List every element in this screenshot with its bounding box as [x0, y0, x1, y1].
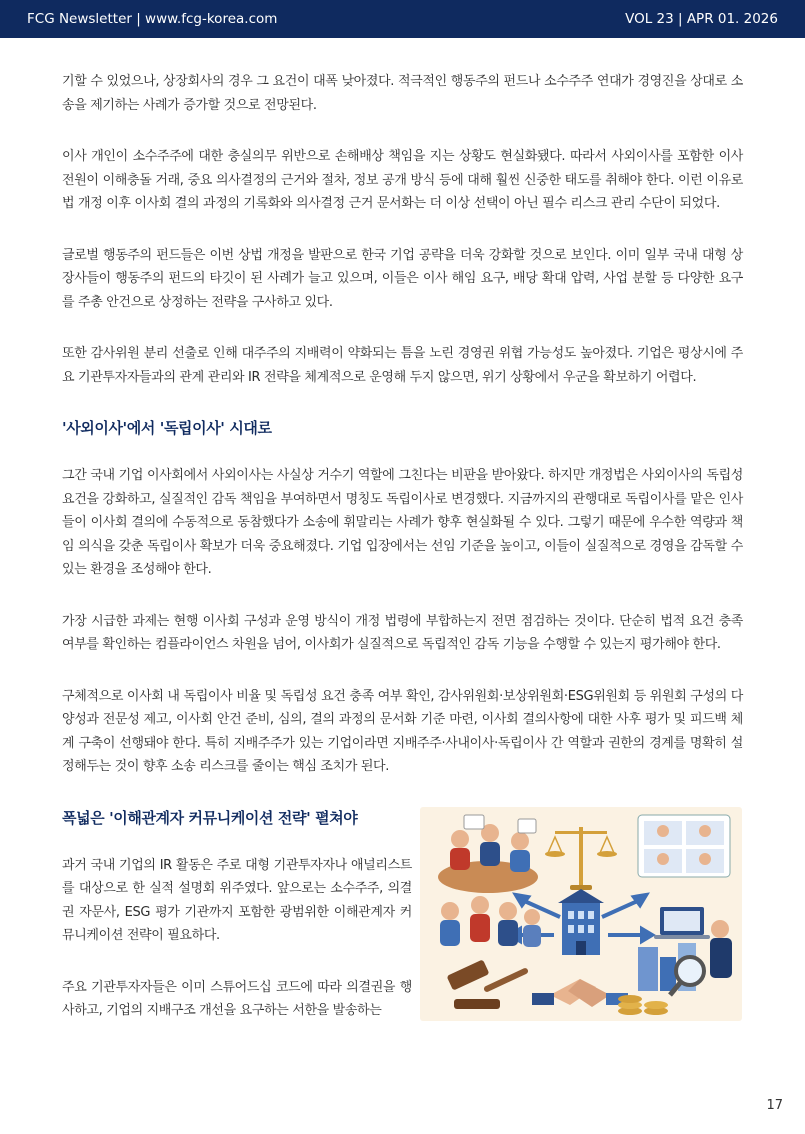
newsletter-header [0, 0, 805, 38]
paragraph: 이사 개인이 소수주주에 대한 충실의무 위반으로 손해배상 책임을 지는 상황도 현실화됐다. 따라서 사외이사를 포함한 이사 전원이 이해충돌 거래, 중요 의사결정의 근거와 절차, 정보 공개 방식 등에 대해 훨씬 신중한 태도를 취해야 한다. 이런 이유로 법 개정 이후 이사회 결의 과정의 기록화와 의사결정 근거 문서화는 더 이상 선택이 아닌 필수 리스크 관리 수단이 되었다. [62, 149, 743, 211]
section-heading: '사외이사'에서 '독립이사' 시대로 [62, 419, 272, 437]
gavel-icon [446, 959, 529, 1009]
newsletter-site-label: FCG Newsletter | www.fcg-korea.com [27, 11, 278, 27]
paragraph: 글로벌 행동주의 펀드들은 이번 상법 개정을 발판으로 한국 기업 공략을 더욱 강화할 것으로 보인다. 이미 일부 국내 대형 상장사들이 행동주의 펀드의 타깃이 된 사례가 늘고 있으며, 이들은 이사 해임 요구, 배당 확대 압력, 사업 분할 등 다양한 요구를 주총 안건으로 상정하는 전략을 구사하고 있다. [62, 247, 743, 310]
paragraph: 주요 기관투자자들은 이미 스튜어드십 코드에 따라 의결권을 행사하고, 기업의 지배구조 개선을 요구하는 서한을 발송하는 [62, 979, 412, 1018]
section-heading: 폭넓은 '이해관계자 커뮤니케이션 전략' 펼쳐야 [62, 808, 358, 827]
scales-of-justice-icon [545, 827, 617, 890]
left-column [62, 807, 412, 1023]
laptop-icon [654, 907, 710, 939]
stakeholder-illustration [420, 807, 742, 1021]
issue-date-label: VOL 23 | APR 01. 2026 [625, 11, 778, 27]
paragraph: 기할 수 있었으나, 상장회사의 경우 그 요건이 대폭 낮아졌다. 적극적인 행동주의 펀드나 소수주주 연대가 경영진을 상대로 소송을 제기하는 사례가 증가할 것으로 전망된다. [62, 74, 743, 113]
article-body [62, 70, 743, 1051]
page-number: 17 [766, 1098, 783, 1113]
paragraph: 구체적으로 이사회 내 독립이사 비율 및 독립성 요건 충족 여부 확인, 감사위원회·보상위원회·ESG위원회 등 위원회 구성의 다양성과 전문성 제고, 이사회 안건 준비, 심의, 결의 과정의 문서화 기준 마련, 이사회 결의사항에 대한 사후 평가 및 피드백 체계 구축이 선행돼야 한다. 특히 지배주주가 있는 기업이라면 지배주주·사내이사·독립이사 간 역할과 권한의 경계를 명확히 설정해두는 것이 향후 소송 리스크를 줄이는 핵심 조치가 된다. [62, 688, 743, 774]
paragraph: 또한 감사위원 분리 선출로 인해 대주주의 지배력이 약화되는 틈을 노린 경영권 위협 가능성도 높아졌다. 기업은 평상시에 주요 기관투자자들과의 관계 관리와 IR 전략을 체계적으로 운영해 두지 않으면, 위기 상황에서 우군을 확보하기 어렵다. [62, 346, 743, 385]
section-with-illustration [62, 807, 743, 1023]
coins-icon [618, 995, 668, 1015]
handshake-icon [532, 979, 628, 1007]
paragraph: 과거 국내 기업의 IR 활동은 주로 대형 기관투자자나 애널리스트를 대상으로 한 실적 설명회 위주였다. 앞으로는 소수주주, 의결권 자문사, ESG 평가 기관까지 포함한 광범위한 이해관계자 커뮤니케이션 전략이 필요하다. [62, 857, 412, 943]
paragraph: 가장 시급한 과제는 현행 이사회 구성과 운영 방식이 개정 법령에 부합하는지 전면 점검하는 것이다. 단순히 법적 요건 충족 여부를 확인하는 컴플라이언스 차원을 넘어, 이사회가 실질적으로 독립적인 감독 기능을 수행할 수 있는지 평가해야 한다. [62, 613, 743, 652]
building-icon [558, 889, 604, 955]
meeting-people-icon [438, 815, 538, 893]
paragraph: 그간 국내 기업 이사회에서 사외이사는 사실상 거수기 역할에 그친다는 비판을 받아왔다. 하지만 개정법은 사외이사의 독립성 요건을 강화하고, 실질적인 감독 책임을 부여하면서 명칭도 독립이사로 변경했다. 지금까지의 관행대로 독립이사를 맡은 인사들이 이사회 결의에 수동적으로 동참했다가 소송에 휘말리는 사례가 향후 현실화될 수 있다. 그렇기 때문에 우수한 역량과 책임 의식을 갖춘 독립이사 확보가 더욱 중요해졌다. 기업 입장에서는 선임 기준을 높이고, 이들이 실질적으로 경영을 감독할 수 있는 환경을 조성해야 한다. [62, 468, 743, 577]
video-call-icon [638, 815, 730, 877]
